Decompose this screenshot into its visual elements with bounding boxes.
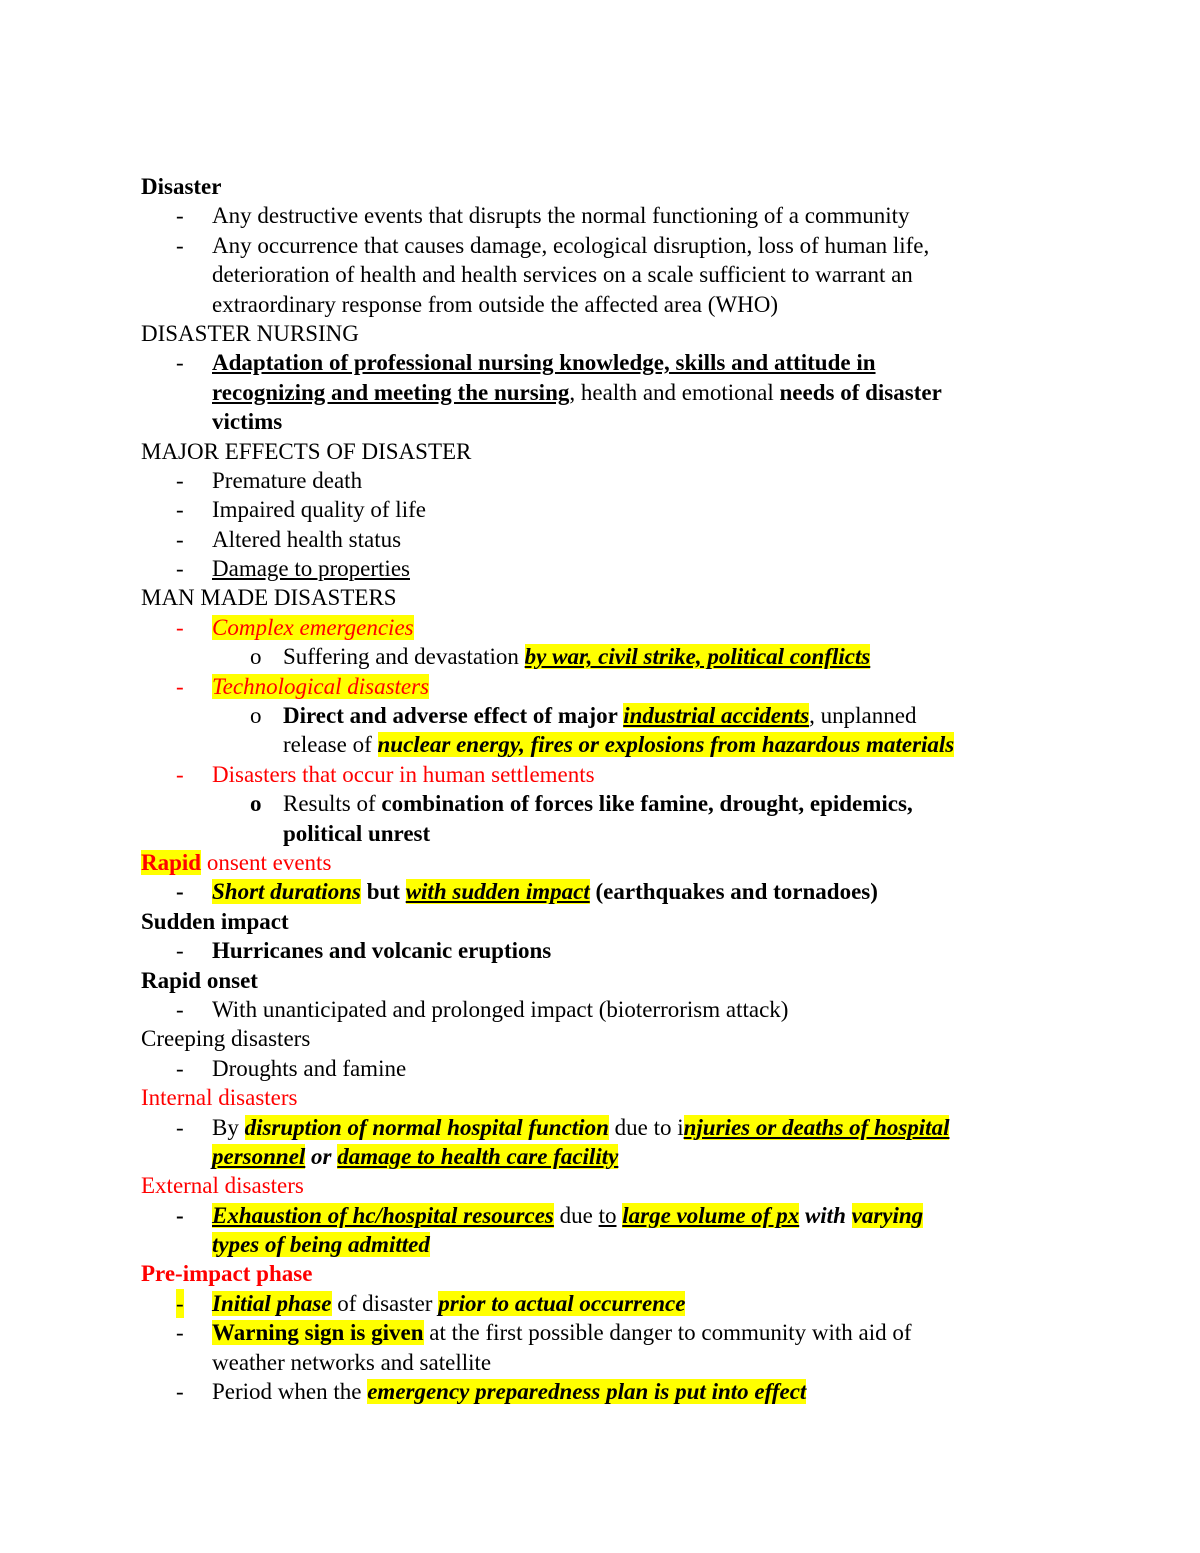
text-run: Droughts and famine [212, 1055, 407, 1081]
bullet-item [141, 936, 1041, 965]
text-run: Altered health status [212, 526, 402, 552]
text-run: Complex emergencies [212, 614, 414, 640]
text-run: of disaster [331, 1290, 439, 1316]
text-run: damage to health care facility [337, 1143, 619, 1169]
text-run: combination of forces like famine, drought, epidemics, [381, 791, 913, 817]
text-run: deterioration of health and health services on a scale sufficient to warrant an [212, 262, 913, 288]
text-run: DISASTER NURSING [141, 320, 359, 346]
section-heading [141, 583, 1041, 612]
text-run: extraordinary response from outside the affected area (WHO) [212, 291, 779, 317]
bullet-item [141, 525, 1041, 554]
text-run: With unanticipated and prolonged impact (bioterrorism attack) [212, 996, 789, 1022]
bullet-continuation [141, 407, 1041, 436]
text-run: varying [851, 1202, 924, 1228]
text-run: due to i [608, 1114, 684, 1140]
bullet-continuation [141, 1230, 1041, 1259]
section-heading [141, 966, 1041, 995]
circle-bullet-icon: o [250, 703, 262, 729]
text-run: External disasters [141, 1173, 304, 1199]
dash-bullet-icon: - [176, 938, 184, 964]
dash-bullet-icon: - [176, 1320, 184, 1346]
section-heading [141, 907, 1041, 936]
section-heading [141, 1171, 1041, 1200]
text-run: Adaptation of professional nursing knowledge, skills and attitude in [212, 350, 876, 376]
text-run: political unrest [283, 820, 431, 846]
bullet-continuation [141, 819, 1041, 848]
text-run: Initial phase [212, 1290, 332, 1316]
text-run: to [598, 1202, 617, 1228]
dash-bullet-icon: - [176, 996, 184, 1022]
text-run: with sudden impact [405, 879, 590, 905]
bullet-item [141, 1201, 1041, 1230]
text-run: onsent events [201, 849, 332, 875]
dash-bullet-icon: - [176, 467, 184, 493]
text-run: needs of disaster [779, 379, 942, 405]
bullet-item [141, 613, 1041, 642]
text-run: industrial accidents [623, 703, 810, 729]
circle-bullet-icon: o [250, 791, 262, 817]
dash-bullet-icon: - [176, 614, 184, 640]
text-run: Premature death [212, 467, 363, 493]
section-heading [141, 1083, 1041, 1112]
bullet-item [141, 348, 1041, 377]
section-heading [141, 437, 1041, 466]
bullet-continuation [141, 290, 1041, 319]
dash-bullet-icon: - [176, 761, 184, 787]
bullet-item [141, 1054, 1041, 1083]
bullet-item [141, 1113, 1041, 1142]
bullet-item [141, 466, 1041, 495]
text-run: Disasters that occur in human settlements [212, 761, 595, 787]
text-run: Warning sign is given [212, 1320, 424, 1346]
bullet-continuation [141, 378, 1041, 407]
text-run: at the first possible danger to community with aid of [423, 1320, 912, 1346]
dash-bullet-icon: - [176, 879, 184, 905]
text-run: recognizing and meeting the nursing [212, 379, 570, 405]
text-run: Sudden impact [141, 908, 289, 934]
bullet-item [141, 701, 1041, 730]
dash-bullet-icon: - [176, 497, 184, 523]
text-run: victims [212, 409, 283, 435]
text-run: Rapid [141, 849, 202, 875]
bullet-continuation [141, 730, 1041, 759]
dash-bullet-icon: - [176, 1289, 184, 1318]
section-heading [141, 319, 1041, 348]
bullet-item [141, 1318, 1041, 1347]
bullet-item [141, 877, 1041, 906]
bullet-continuation [141, 1142, 1041, 1171]
text-run: types of being admitted [212, 1232, 430, 1258]
dash-bullet-icon: - [176, 203, 184, 229]
text-run: disruption of normal hospital function [244, 1114, 609, 1140]
text-run: but [360, 879, 406, 905]
dash-bullet-icon: - [176, 232, 184, 258]
text-run: Hurricanes and volcanic eruptions [212, 938, 552, 964]
dash-bullet-icon: - [176, 1202, 184, 1228]
text-run: release of [283, 732, 378, 758]
text-run: by war, civil strike, political conflicts [524, 644, 871, 670]
text-run: Damage to properties [212, 556, 410, 582]
text-run: or [305, 1143, 338, 1169]
text-run: Any occurrence that causes damage, ecological disruption, loss of human life, [212, 232, 930, 258]
bullet-item [141, 642, 1041, 671]
bullet-item [141, 995, 1041, 1024]
text-run: Technological disasters [212, 673, 430, 699]
text-run: By [212, 1114, 245, 1140]
bullet-item [141, 1289, 1041, 1318]
text-run: emergency preparedness plan is put into effect [367, 1379, 807, 1405]
bullet-item [141, 672, 1041, 701]
text-run: with [799, 1202, 852, 1228]
text-run: Results of [283, 791, 382, 817]
text-run: Suffering and devastation [283, 644, 525, 670]
bullet-item [141, 1377, 1041, 1406]
bullet-item [141, 201, 1041, 230]
text-run: Internal disasters [141, 1085, 298, 1111]
dash-bullet-icon: - [176, 556, 184, 582]
text-run: Disaster [141, 174, 222, 199]
dash-bullet-icon: - [176, 1114, 184, 1140]
section-heading [141, 1024, 1041, 1053]
dash-bullet-icon: - [176, 673, 184, 699]
text-run: , unplanned [809, 703, 917, 729]
text-run: Period when the [212, 1379, 368, 1405]
text-run: weather networks and satellite [212, 1349, 492, 1375]
text-run: (earthquakes and tornadoes) [589, 879, 878, 905]
bullet-item [141, 760, 1041, 789]
text-run: Direct and adverse effect of major [283, 703, 624, 729]
document-page [141, 172, 1041, 1406]
text-run: prior to actual occurrence [438, 1290, 686, 1316]
section-heading [141, 172, 1041, 201]
bullet-item [141, 231, 1041, 260]
section-heading [141, 848, 1041, 877]
text-run: MAJOR EFFECTS OF DISASTER [141, 438, 472, 464]
text-run: personnel [212, 1143, 306, 1169]
dash-bullet-icon: - [176, 1379, 184, 1405]
text-run: Rapid onset [141, 967, 258, 993]
dash-bullet-icon: - [176, 350, 184, 376]
text-run: Short durations [212, 879, 361, 905]
bullet-item [141, 554, 1041, 583]
text-run: Exhaustion of hc/hospital resources [212, 1202, 554, 1228]
dash-bullet-icon: - [176, 1055, 184, 1081]
bullet-continuation [141, 260, 1041, 289]
text-run: Impaired quality of life [212, 497, 426, 523]
bullet-continuation [141, 1348, 1041, 1377]
text-run: Any destructive events that disrupts the normal functioning of a community [212, 203, 910, 229]
text-run: due [553, 1202, 599, 1228]
text-run: , health and emotional [569, 379, 780, 405]
text-run: Creeping disasters [141, 1026, 311, 1052]
bullet-item [141, 495, 1041, 524]
text-run: nuclear energy, fires or explosions from hazardous materials [377, 732, 955, 758]
section-heading [141, 1259, 1041, 1288]
bullet-item [141, 789, 1041, 818]
text-run: large volume of px [622, 1202, 800, 1228]
text-run: Pre-impact phase [141, 1261, 313, 1287]
circle-bullet-icon: o [250, 644, 262, 670]
dash-bullet-icon: - [176, 526, 184, 552]
text-run: MAN MADE DISASTERS [141, 585, 397, 611]
text-run: njuries or deaths of hospital [683, 1114, 950, 1140]
